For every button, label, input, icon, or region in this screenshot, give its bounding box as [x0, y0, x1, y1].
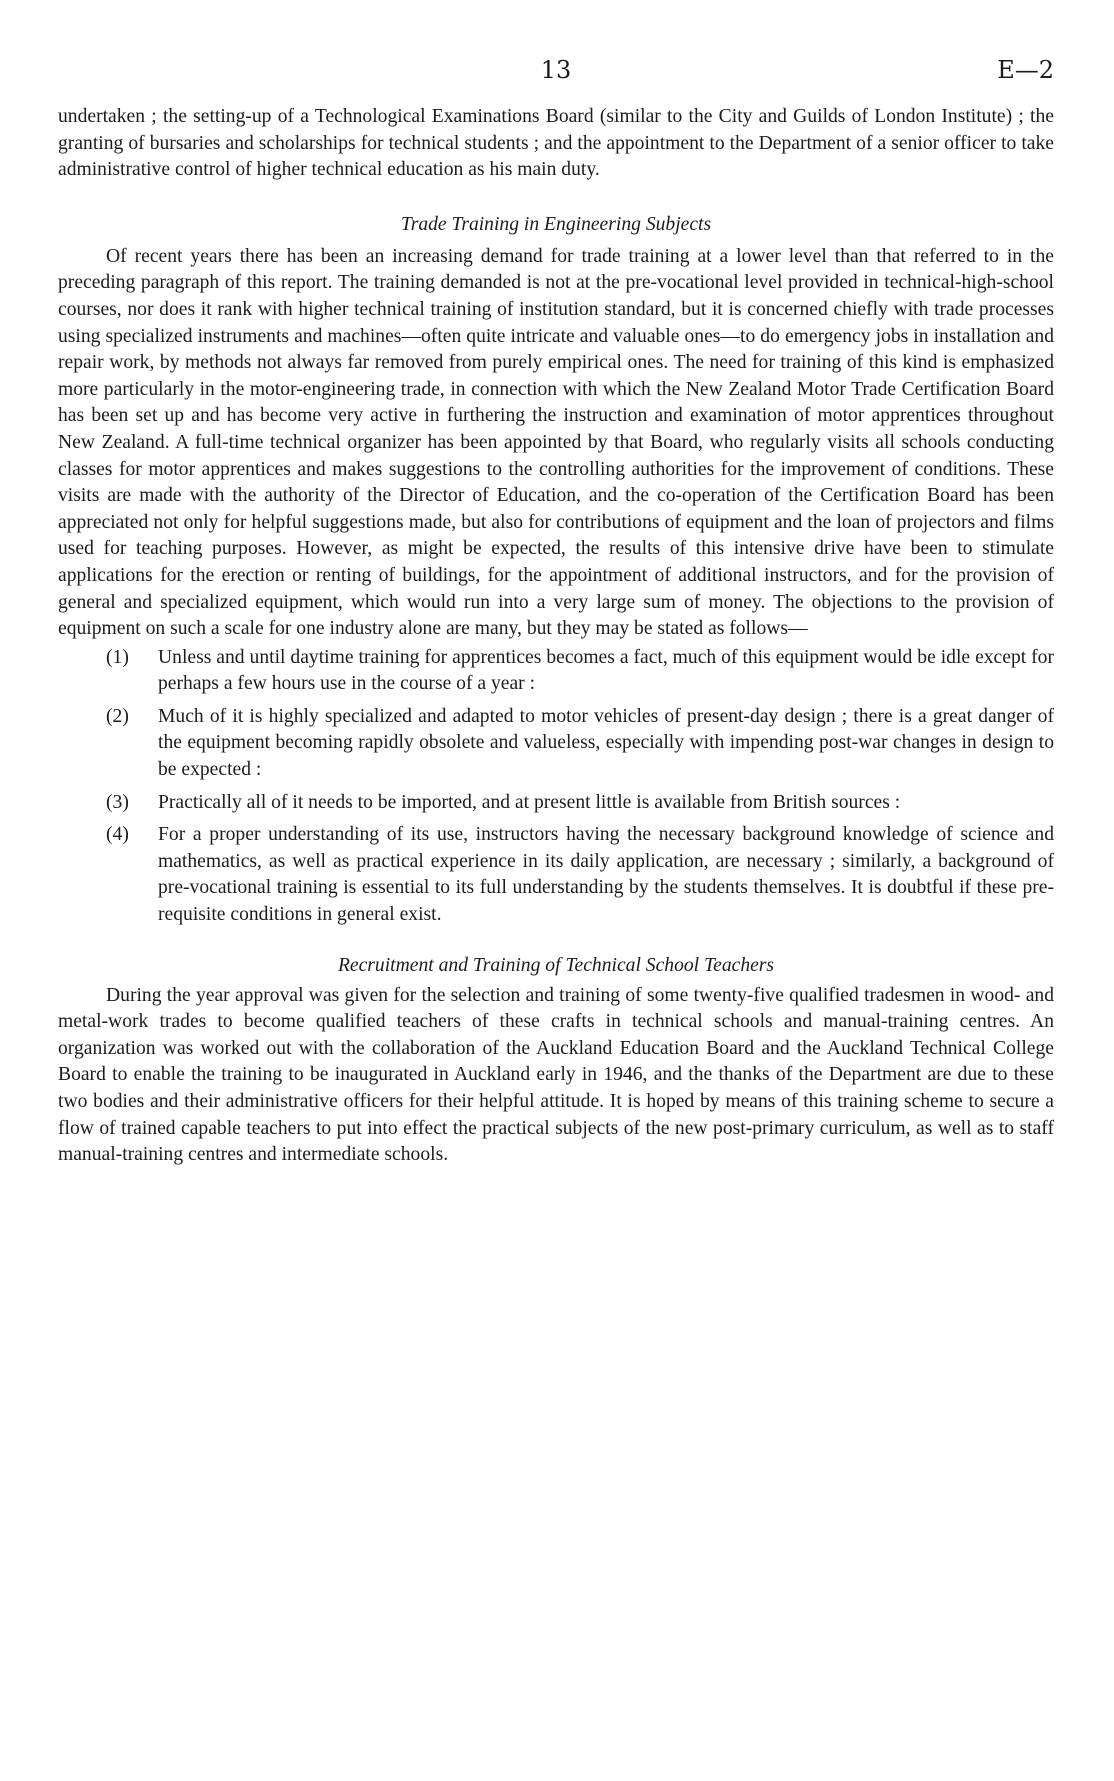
list-item-text: Unless and until daytime training for apprentices becomes a fact, much of this equipment would be idle except for perhaps a few hours use in the course of a year :	[158, 646, 1054, 695]
list-item-number: (4)	[106, 824, 129, 846]
list-item	[58, 790, 1054, 817]
document-page	[58, 56, 1054, 1169]
section-heading-trade-training: Trade Training in Engineering Subjects	[400, 213, 712, 235]
list-item	[58, 822, 1054, 928]
section-heading-teacher-training: Recruitment and Training of Technical School Teachers	[337, 954, 775, 976]
list-item	[58, 704, 1054, 784]
page-header	[58, 56, 1054, 96]
list-item-text: For a proper understanding of its use, instructors having the necessary background knowledge of science and mathematics, as well as practical experience in its daily application, are necessary ; similarly, a background of pre-vocational training is essential to its full understanding by the students themselves. It is doubtful if these pre-requisite conditions in general exist.	[158, 824, 1054, 926]
list-item-number: (2)	[106, 705, 129, 727]
page-reference: E—2	[997, 56, 1054, 84]
list-item-text: Much of it is highly specialized and adapted to motor vehicles of present-day design ; there is a great danger of the equipment becoming rapidly obsolete and valueless, especially with impending post-war changes in design to be expected :	[158, 705, 1054, 781]
list-item	[58, 645, 1054, 698]
continuation-paragraph: undertaken ; the setting-up of a Technological Examinations Board (similar to the City and Guilds of London Institute) ; the granting of bursaries and scholarships for technical students ; and the appointment to the Department of a senior officer to take administrative control of higher technical education as his main duty.	[58, 106, 1054, 181]
page-number: 13	[540, 56, 572, 84]
list-item-text: Practically all of it needs to be imported, and at present little is available from British sources :	[158, 791, 901, 813]
list-item-number: (3)	[106, 791, 129, 813]
list-item-number: (1)	[106, 646, 129, 668]
objections-list	[58, 645, 1054, 929]
teacher-training-paragraph: During the year approval was given for the selection and training of some twenty-five qualified tradesmen in wood- and metal-work trades to become qualified teachers of these crafts in technical schools and manual-training centres. An organization was worked out with the collaboration of the Auckland Education Board and the Auckland Technical College Board to enable the training to be inaugurated in Auckland early in 1946, and the thanks of the Department are due to these two bodies and their administrative officers for their helpful attitude. It is hoped by means of this training scheme to secure a flow of trained capable teachers to put into effect the practical subjects of the new post-primary curriculum, as well as to staff manual-training centres and intermediate schools.	[58, 984, 1054, 1166]
trade-training-paragraph: Of recent years there has been an increasing demand for trade training at a lower level than that referred to in the preceding paragraph of this report. The training demanded is not at the pre-vocational level provided in technical-high-school courses, nor does it rank with higher technical training of institution standard, but it is concerned chiefly with trade processes using specialized instruments and machines—often quite intricate and valuable ones—to do emergency jobs in installation and repair work, by methods not always far removed from purely empirical ones. The need for training of this kind is emphasized more particularly in the motor-engineering trade, in connection with which the New Zealand Motor Trade Certification Board has been set up and has become very active in furthering the instruction and examination of motor apprentices throughout New Zealand. A full-time technical organizer has been appointed by that Board, who regularly visits all schools conducting classes for motor apprentices and makes suggestions to the controlling authorities for the improvement of conditions. These visits are made with the authority of the Director of Education, and the co-operation of the Certification Board has been appreciated not only for helpful suggestions made, but also for contributions of equipment and the loan of projectors and films used for teaching purposes. However, as might be expected, the results of this intensive drive have been to stimulate applications for the erection or renting of buildings, for the appointment of additional instructors, and for the provision of general and specialized equipment, which would run into a very large sum of money. The objections to the provision of equipment on such a scale for one industry alone are many, but they may be stated as follows—	[58, 245, 1054, 640]
